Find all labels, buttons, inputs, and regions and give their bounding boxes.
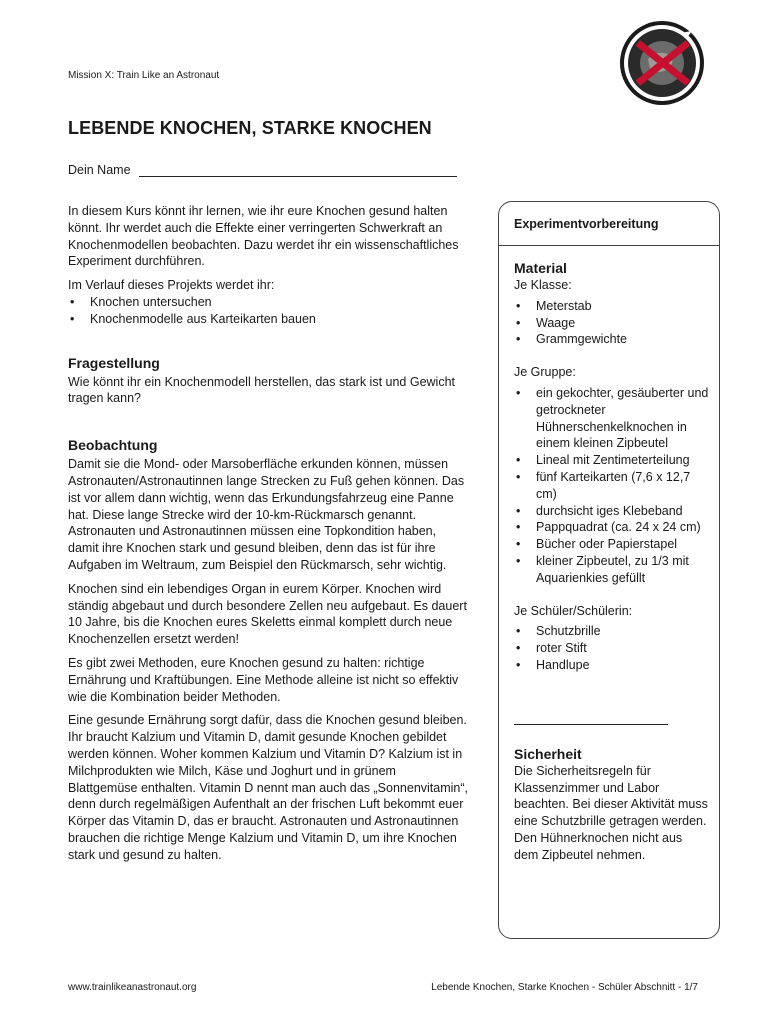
observation-paragraph: Knochen sind ein lebendiges Organ in eurem Körper. Knochen wird ständig abgebaut und durch besondere Zellen neu aufgebaut. Es dauert 10 Jahre, bis die Knochen eures Skeletts einmal komplett durch neue Knochenzellen ersetzt werden! xyxy=(68,581,467,647)
list-item: • fünf Karteikarten (7,6 x 12,7 cm) xyxy=(514,469,709,503)
list-item: • Schutzbrille xyxy=(514,623,709,640)
list-item: • Meterstab xyxy=(514,298,709,315)
intro-paragraph: In diesem Kurs könnt ihr lernen, wie ihr eure Knochen gesund halten könnt. Ihr werdet auch die Effekte einer verringerten Schwerkraft an Knochenmodellen beobachten. Dazu werdet ihr ein wissenschaftliches Experiment durchführen. xyxy=(68,204,459,269)
name-label: Dein Name xyxy=(68,163,131,177)
list-item: • kleiner Zipbeutel, zu 1/3 mit Aquarienkies gefüllt xyxy=(514,553,709,587)
intro-list-lead: Im Verlauf dieses Projekts werdet ihr: xyxy=(68,278,275,293)
name-field-row xyxy=(68,163,457,177)
name-input-line[interactable] xyxy=(139,164,457,177)
observation-paragraph: Eine gesunde Ernährung sorgt dafür, dass die Knochen gesund bleiben. Ihr braucht Kalzium und Vitamin D, damit gesunde Knochen gebildet werden können. Woher kommen Kalzium und Vitamin D? Kalzium ist in Milchprodukten wie Milch, Käse und Joghurt und in grünem Blattgemüse enthalten. Vitamin D nennt man auch das „Sonnenvitamin“, denn durch regelmäßigen Aufenthalt an der frischen Luft bekommt euer Körper das Vitamin D, das er braucht. Astronauten und Astronautinnen brauchen die richtige Menge Kalzium und Vitamin D, um ihre Knochen stark und gesund zu halten. xyxy=(68,713,468,862)
student-label: Je Schüler/Schülerin: xyxy=(514,603,633,618)
list-item: • Grammgewichte xyxy=(514,331,709,348)
material-heading: Material xyxy=(514,260,567,276)
intro-bullet-list xyxy=(68,294,468,328)
group-label: Je Gruppe: xyxy=(514,365,576,380)
safety-text: Die Sicherheitsregeln für Klassenzimmer und Labor beachten. Bei dieser Aktivität muss eine Schutzbrille getragen werden. Den Hühnerknochen nicht aus dem Zipbeutel nehmen. xyxy=(514,763,708,862)
student-material-list xyxy=(514,623,709,673)
observation-paragraph: Damit sie die Mond- oder Marsoberfläche erkunden können, müssen Astronauten/Astronautinnen lange Strecken zu Fuß gehen können. Das ist vor allem dann wichtig, wenn das Erkundungsfahrzeug eine Panne hat. Diese lange Strecke wird der 10-km-Rückmarsch genannt. Astronauten und Astronautinnen müssen eine Topkondition haben, damit ihre Knochen stark und gesund bleiben, denn das ist für ihre Aufgaben im Weltraum, zum Beispiel den Rückmarsch, sehr wichtig. xyxy=(68,457,465,572)
footer-page-info: Lebende Knochen, Starke Knochen - Schüler Abschnitt - 1/7 xyxy=(431,982,698,993)
observation-paragraph: Es gibt zwei Methoden, eure Knochen gesund zu halten: richtige Ernährung und Kraftübungen. Eine Methode alleine ist nicht so effektiv wie die Kombination beider Methoden. xyxy=(68,655,459,704)
class-label: Je Klasse: xyxy=(514,278,572,292)
list-item: • Lineal mit Zentimeterteilung xyxy=(514,452,709,469)
mission-x-logo xyxy=(618,19,706,107)
observation-heading: Beobachtung xyxy=(68,437,158,454)
list-item: • Bücher oder Papierstapel xyxy=(514,536,709,553)
main-column xyxy=(68,203,468,871)
class-material-list xyxy=(514,298,709,348)
safety-heading: Sicherheit xyxy=(514,745,582,762)
footer-url: www.trainlikeanastronaut.org xyxy=(68,982,197,993)
list-item: • roter Stift xyxy=(514,640,709,657)
question-heading: Fragestellung xyxy=(68,354,160,371)
page-title: LEBENDE KNOCHEN, STARKE KNOCHEN xyxy=(68,118,432,138)
question-text: Wie könnt ihr ein Knochenmodell herstellen, das stark ist und Gewicht tragen kann? xyxy=(68,374,455,406)
list-item: • Knochenmodelle aus Karteikarten bauen xyxy=(68,311,468,328)
experiment-preparation-box xyxy=(498,201,720,939)
group-material-list xyxy=(514,385,709,587)
list-item: • Pappquadrat (ca. 24 x 24 cm) xyxy=(514,519,709,536)
list-item: • ein gekochter, gesäuberter und getrockneter Hühnerschenkelknochen in einem kleinen Zipbeutel xyxy=(514,385,709,452)
header-series-title: Mission X: Train Like an Astronaut xyxy=(68,70,220,81)
list-item: • Handlupe xyxy=(514,657,709,674)
list-item: • durchsicht iges Klebeband xyxy=(514,503,709,520)
sidebar-title: Experimentvorbereitung xyxy=(499,202,719,246)
list-item: • Waage xyxy=(514,315,709,332)
sidebar-divider xyxy=(514,724,668,725)
list-item: • Knochen untersuchen xyxy=(68,294,468,311)
